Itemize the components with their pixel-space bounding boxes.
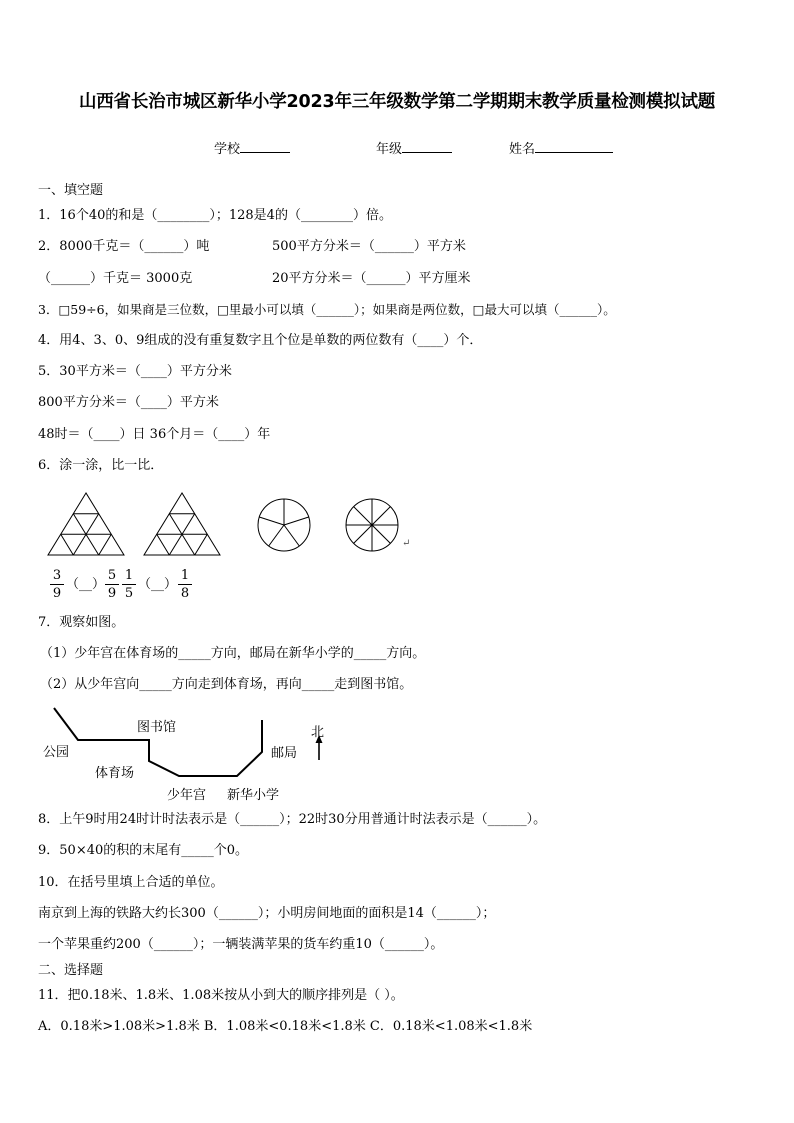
question-9: 9．50×40的积的末尾有_____个0。 [38,843,249,858]
question-4: 4．用4、3、0、9组成的没有重复数字且个位是单数的两位数有（____）个． [38,333,483,348]
question-5b: 800平方分米＝（____）平方米 [38,395,219,410]
question-10a: 南京到上海的铁路大约长300（______）；小明房间地面的面积是14（______）； [38,906,496,921]
triangle-grid-1 [46,491,126,557]
question-10: 10．在括号里填上合适的单位。 [38,875,224,890]
school-blank[interactable] [240,152,290,153]
question-5c: 48时＝（____）日 36个月＝（____）年 [38,427,271,442]
map-label-post-office: 邮局 [271,746,298,761]
question-2b: 500平方分米＝（______）平方米 [272,239,466,254]
compare-paren-2[interactable]: （__） [138,577,178,592]
question-1: 1．16个40的和是（________）；128是4的（________）倍。 [38,208,392,223]
question-5a: 5．30平方米＝（____）平方分米 [38,364,232,379]
question-3: 3．□59÷6，如果商是三位数，□里最小可以填（______）；如果商是两位数，□最大可以填（______）。 [38,302,616,317]
map-label-school: 新华小学 [227,788,280,803]
map-label-youth-palace: 少年宫 [167,788,207,803]
name-field [509,142,613,158]
circle-five-parts [256,497,312,553]
school-label: 学校 [214,142,241,157]
compare-paren-1[interactable]: （__） [66,577,106,592]
map-label-north: 北 [311,725,325,740]
triangle-grid-2 [142,491,222,557]
school-field [214,142,290,158]
question-11-options: A．0.18米>1.08米>1.8米 B．1.08米<0.18米<1.8米 C．0.18米<1.08米<1.8米 [38,1019,533,1034]
question-6: 6．涂一涂，比一比． [38,458,164,473]
map-label-stadium: 体育场 [95,766,135,781]
fraction-3-9: 3 9 [50,568,64,601]
question-7: 7．观察如图。 [38,615,125,630]
page-title: 山西省长治市城区新华小学2023年三年级数学第二学期期末教学质量检测模拟试题 [78,92,716,112]
question-11: 11．把0.18米、1.8米、1.08米按从小到大的顺序排列是（ ）。 [38,988,404,1003]
question-2a: 2．8000千克＝（______）吨 [38,239,210,254]
grade-field [376,142,452,158]
fraction-5-9: 5 9 [105,568,119,601]
name-blank[interactable] [535,152,613,153]
question-2c: （______）千克＝ 3000克 [38,271,193,286]
fraction-1-5: 1 5 [122,568,136,601]
circle-eight-parts [344,497,400,553]
grade-blank[interactable] [402,152,452,153]
question-10b: 一个苹果重约200（______）；一辆装满苹果的货车约重10（______）。 [38,937,444,952]
name-label: 姓名 [509,142,536,157]
question-7-1: （1）少年宫在体育场的_____方向，邮局在新华小学的_____方向。 [40,646,426,661]
map-label-park: 公园 [43,745,70,760]
map-label-library: 图书馆 [137,720,177,735]
section-fill-heading: 一、填空题 [38,183,104,198]
question-8: 8．上午9时用24时计时法表示是（______）；22时30分用普通计时法表示是（______）。 [38,812,547,827]
grade-label: 年级 [376,142,403,157]
fraction-1-8: 1 8 [178,568,192,601]
question-7-2: （2）从少年宫向_____方向走到体育场，再向_____走到图书馆。 [40,677,413,692]
return-mark: ↵ [402,538,411,549]
question-2d: 20平方分米＝（______）平方厘米 [272,271,471,286]
section-choice-heading: 二、选择题 [38,963,104,978]
